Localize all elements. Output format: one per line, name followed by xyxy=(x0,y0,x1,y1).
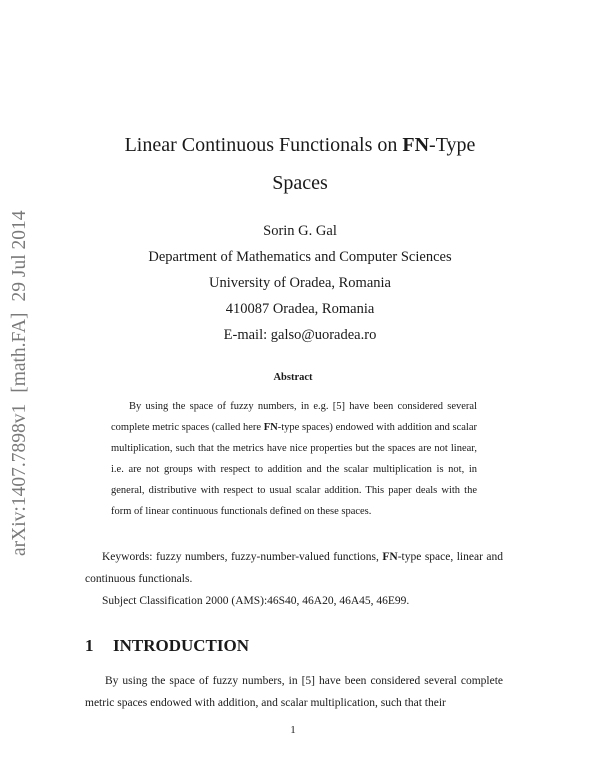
title-text-part2: -Type xyxy=(429,134,476,156)
title-text-line2: Spaces xyxy=(272,172,328,194)
section-heading xyxy=(85,636,249,656)
keywords xyxy=(85,546,503,590)
abstract-text-a: By using the space of fuzzy numbers, in e.g. [5] have been considered several complete metric spaces (called here xyxy=(111,401,477,433)
keywords-text-a: Keywords: fuzzy numbers, fuzzy-number-valued functions, xyxy=(102,551,383,563)
section-body-text: By using the space of fuzzy numbers, in [5] have been considered several complete metric spaces endowed with addition, and scalar multiplication, such that their xyxy=(85,675,503,709)
keywords-bold: FN xyxy=(382,551,398,563)
arxiv-date: 29 Jul 2014 xyxy=(9,210,30,302)
abstract-heading: Abstract xyxy=(273,372,313,383)
author-block xyxy=(80,218,520,348)
arxiv-category: [math.FA] xyxy=(9,312,30,393)
title-text-bold: FN xyxy=(402,134,430,156)
page-number: 1 xyxy=(290,724,296,736)
abstract-text xyxy=(111,396,477,522)
author-university: University of Oradea, Romania xyxy=(208,275,391,291)
section-title: INTRODUCTION xyxy=(113,636,250,655)
abstract-text-b: -type spaces) endowed with addition and scalar multiplication, such that the metrics have nice properties but the spaces are not linear, i.e. are not groups with respect to addition and the scalar multiplication is not, in general, distributive with respect to usual scalar addition. This paper deals with the form of linear continuous functionals defined on these spaces. xyxy=(111,422,477,517)
author-email: E-mail: galso@uoradea.ro xyxy=(223,327,377,343)
title-text-part1: Linear Continuous Functionals on xyxy=(124,134,403,156)
author-name: Sorin G. Gal xyxy=(263,223,337,239)
paper-title xyxy=(90,126,510,202)
author-address: 410087 Oradea, Romania xyxy=(225,301,375,317)
abstract-bold: FN xyxy=(263,422,278,433)
keywords-text-b: -type space, linear and continuous functionals. xyxy=(85,551,503,585)
section-number: 1 xyxy=(85,636,94,655)
author-department: Department of Mathematics and Computer Sciences xyxy=(148,249,452,265)
subject-classification: Subject Classification 2000 (AMS):46S40, 46A20, 46A45, 46E99. xyxy=(102,595,410,607)
arxiv-id: arXiv:1407.7898v1 xyxy=(9,403,30,556)
